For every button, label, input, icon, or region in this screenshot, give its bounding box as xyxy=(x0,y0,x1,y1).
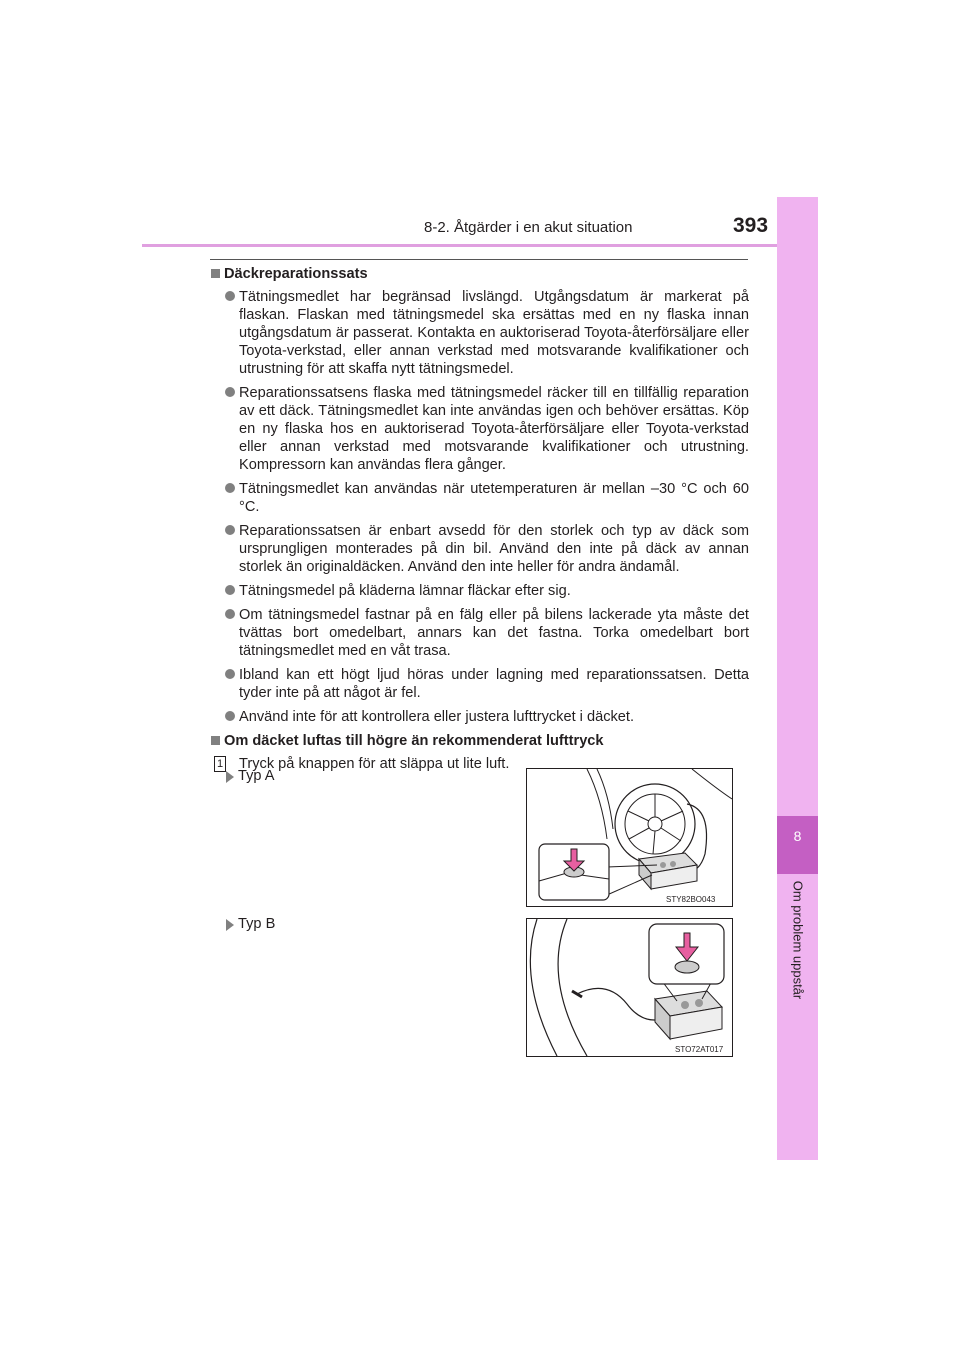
bullet-dot-icon xyxy=(225,483,235,493)
list-item xyxy=(211,384,749,474)
list-item-text: Använd inte för att kontrollera eller justera lufttrycket i däcket. xyxy=(239,709,635,725)
chapter-title: Om problem uppstår xyxy=(790,880,806,1000)
list-item-text: Tätningsmedlet kan användas när utetemperaturen är mellan –30 °C och 60 °C. xyxy=(239,481,749,515)
section-heading xyxy=(211,732,749,750)
list-item xyxy=(211,522,749,576)
bullet-dot-icon xyxy=(225,387,235,397)
bullet-dot-icon xyxy=(225,525,235,535)
section-header: 8-2. Åtgärder i en akut situation xyxy=(424,219,633,236)
step-number: 1 xyxy=(214,756,226,772)
bullet-dot-icon xyxy=(225,291,235,301)
list-item-text: Tätningsmedel på kläderna lämnar fläckar efter sig. xyxy=(239,583,571,599)
section-heading-text: Däckreparationssats xyxy=(224,266,368,282)
bullet-dot-icon xyxy=(225,585,235,595)
list-item-text: Om tätningsmedel fastnar på en fälg eller på bilens lackerade yta måste det tvättas bort omedelbart, annars kan det fastna. Torka omedelbart bort tätningsmedlet med en våt trasa. xyxy=(239,607,749,659)
bullet-dot-icon xyxy=(225,669,235,679)
list-item xyxy=(211,606,749,660)
list-item xyxy=(211,288,749,378)
triangle-bullet-icon xyxy=(226,771,234,783)
list-item xyxy=(211,582,749,600)
figure-b-code: STO72AT017 xyxy=(675,1045,724,1054)
list-item xyxy=(211,666,749,702)
main-content xyxy=(211,265,749,785)
tire-compressor-illustration-b xyxy=(527,919,732,1056)
chapter-side-tab xyxy=(777,197,818,1160)
header-divider xyxy=(142,244,818,247)
figure-a-code: STY82BO043 xyxy=(666,895,716,904)
list-item xyxy=(211,708,749,726)
chapter-number: 8 xyxy=(793,828,802,844)
section-heading-text: Om däcket luftas till högre än rekommenderat lufttryck xyxy=(224,733,604,749)
figure-type-b xyxy=(526,918,733,1057)
figure-type-a xyxy=(526,768,733,907)
triangle-bullet-icon xyxy=(226,919,234,931)
page-number: 393 xyxy=(733,214,769,237)
bullet-dot-icon xyxy=(225,711,235,721)
tire-compressor-illustration-a xyxy=(527,769,732,906)
type-b-label xyxy=(226,916,275,932)
square-bullet-icon xyxy=(211,269,220,278)
list-item xyxy=(211,480,749,516)
type-a-text: Typ A xyxy=(238,768,275,784)
type-b-text: Typ B xyxy=(238,916,276,932)
section-heading xyxy=(211,265,749,283)
type-a-label xyxy=(226,768,275,784)
content-top-divider xyxy=(210,259,748,260)
list-item-text: Tätningsmedlet har begränsad livslängd. Utgångsdatum är markerat på flaskan. Flaskan med tätningsmedel ska ersättas med en ny flaska innan utgångsdatum är passerat. Kontakta en auktoriserad Toyota-återförsäljare eller Toyota-verkstad, eller annan verkstad med motsvarande kvalifikationer och utrustning för att skaffa nytt tätningsmedel. xyxy=(239,289,749,377)
square-bullet-icon xyxy=(211,736,220,745)
bullet-dot-icon xyxy=(225,609,235,619)
chapter-number-box xyxy=(777,816,818,874)
list-item-text: Reparationssatsens flaska med tätningsmedel räcker till en tillfällig reparation av ett däck. Tätningsmedlet kan inte användas igen och behöver ersättas. Köp en ny flaska hos en auktoriserad Toyota-återförsäljare eller Toyota-verkstad eller annan verkstad med motsvarande kvalifikationer och utrustning. Kompressorn kan användas flera gånger. xyxy=(239,385,749,473)
step-text: Tryck på knappen för att släppa ut lite luft. xyxy=(239,756,510,772)
list-item-text: Reparationssatsen är enbart avsedd för den storlek och typ av däck som ursprungligen monterades på din bil. Använd den inte på däck av annan storlek än originaldäcken. Använd den inte heller för andra ändamål. xyxy=(239,523,749,575)
list-item-text: Ibland kan ett högt ljud höras under lagning med reparationssatsen. Detta tyder inte på att något är fel. xyxy=(239,667,749,701)
